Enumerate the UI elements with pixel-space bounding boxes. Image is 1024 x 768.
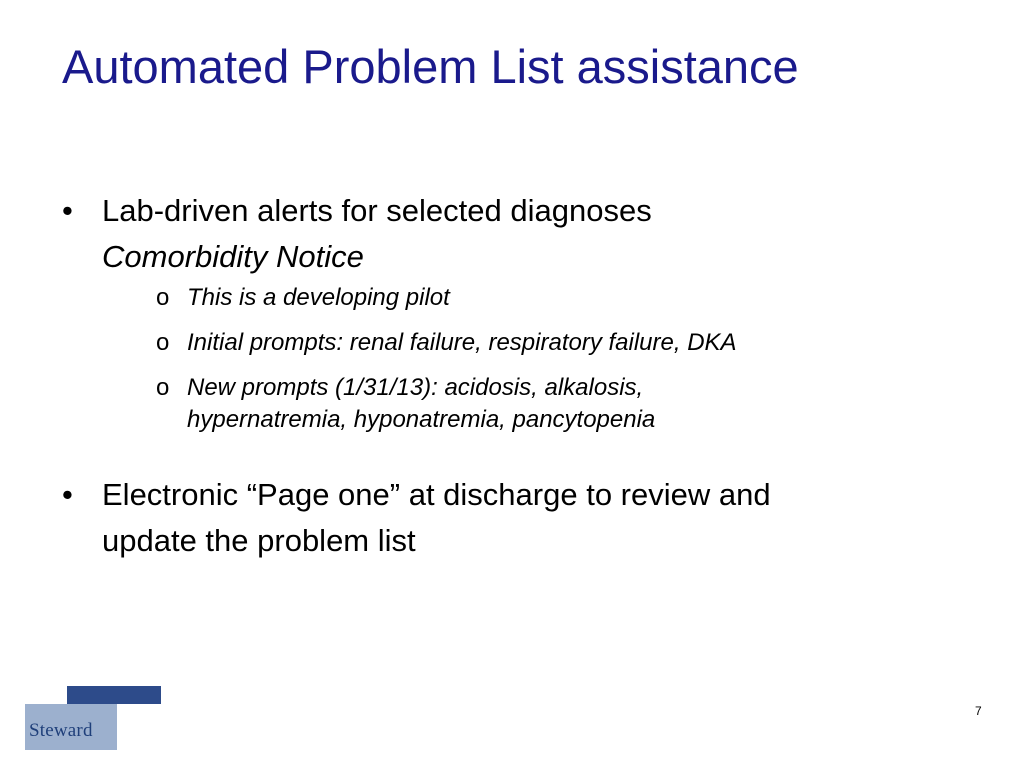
slide-title: Automated Problem List assistance: [62, 40, 799, 93]
sub-bullet-list: [102, 282, 982, 436]
bullet-text: Lab-driven alerts for selected diagnoses: [102, 193, 652, 228]
sub-bullet-new-prompts: [102, 372, 982, 436]
steward-logo: [25, 686, 161, 750]
bullet-marker: •: [62, 477, 73, 512]
sub-bullet-marker: o: [156, 284, 170, 311]
bullet-text-continued: update the problem list: [102, 523, 416, 558]
logo-text: Steward: [29, 720, 93, 741]
sub-bullet-text: Initial prompts: renal failure, respiratory failure, DKA: [187, 329, 737, 356]
sub-bullet-marker: o: [156, 329, 170, 356]
sub-bullet-text-continued: hypernatremia, hyponatremia, pancytopenia: [187, 406, 656, 433]
sub-bullet-initial-prompts: [102, 327, 982, 359]
sub-bullet-text: This is a developing pilot: [187, 284, 450, 311]
bullet-lab-driven-alerts: [62, 188, 982, 436]
sub-bullet-marker: o: [156, 374, 170, 401]
bullet-page-one: [62, 472, 982, 564]
bullet-text: Electronic “Page one” at discharge to review and: [102, 477, 771, 512]
sub-bullet-text: New prompts (1/31/13): acidosis, alkalosis,: [187, 374, 644, 401]
bullet-marker: •: [62, 193, 73, 228]
slide-content: [62, 188, 982, 564]
bullet-italic-text: Comorbidity Notice: [102, 239, 364, 274]
logo-bar: [67, 686, 161, 704]
sub-bullet-pilot: [102, 282, 982, 314]
page-number: 7: [975, 704, 982, 718]
